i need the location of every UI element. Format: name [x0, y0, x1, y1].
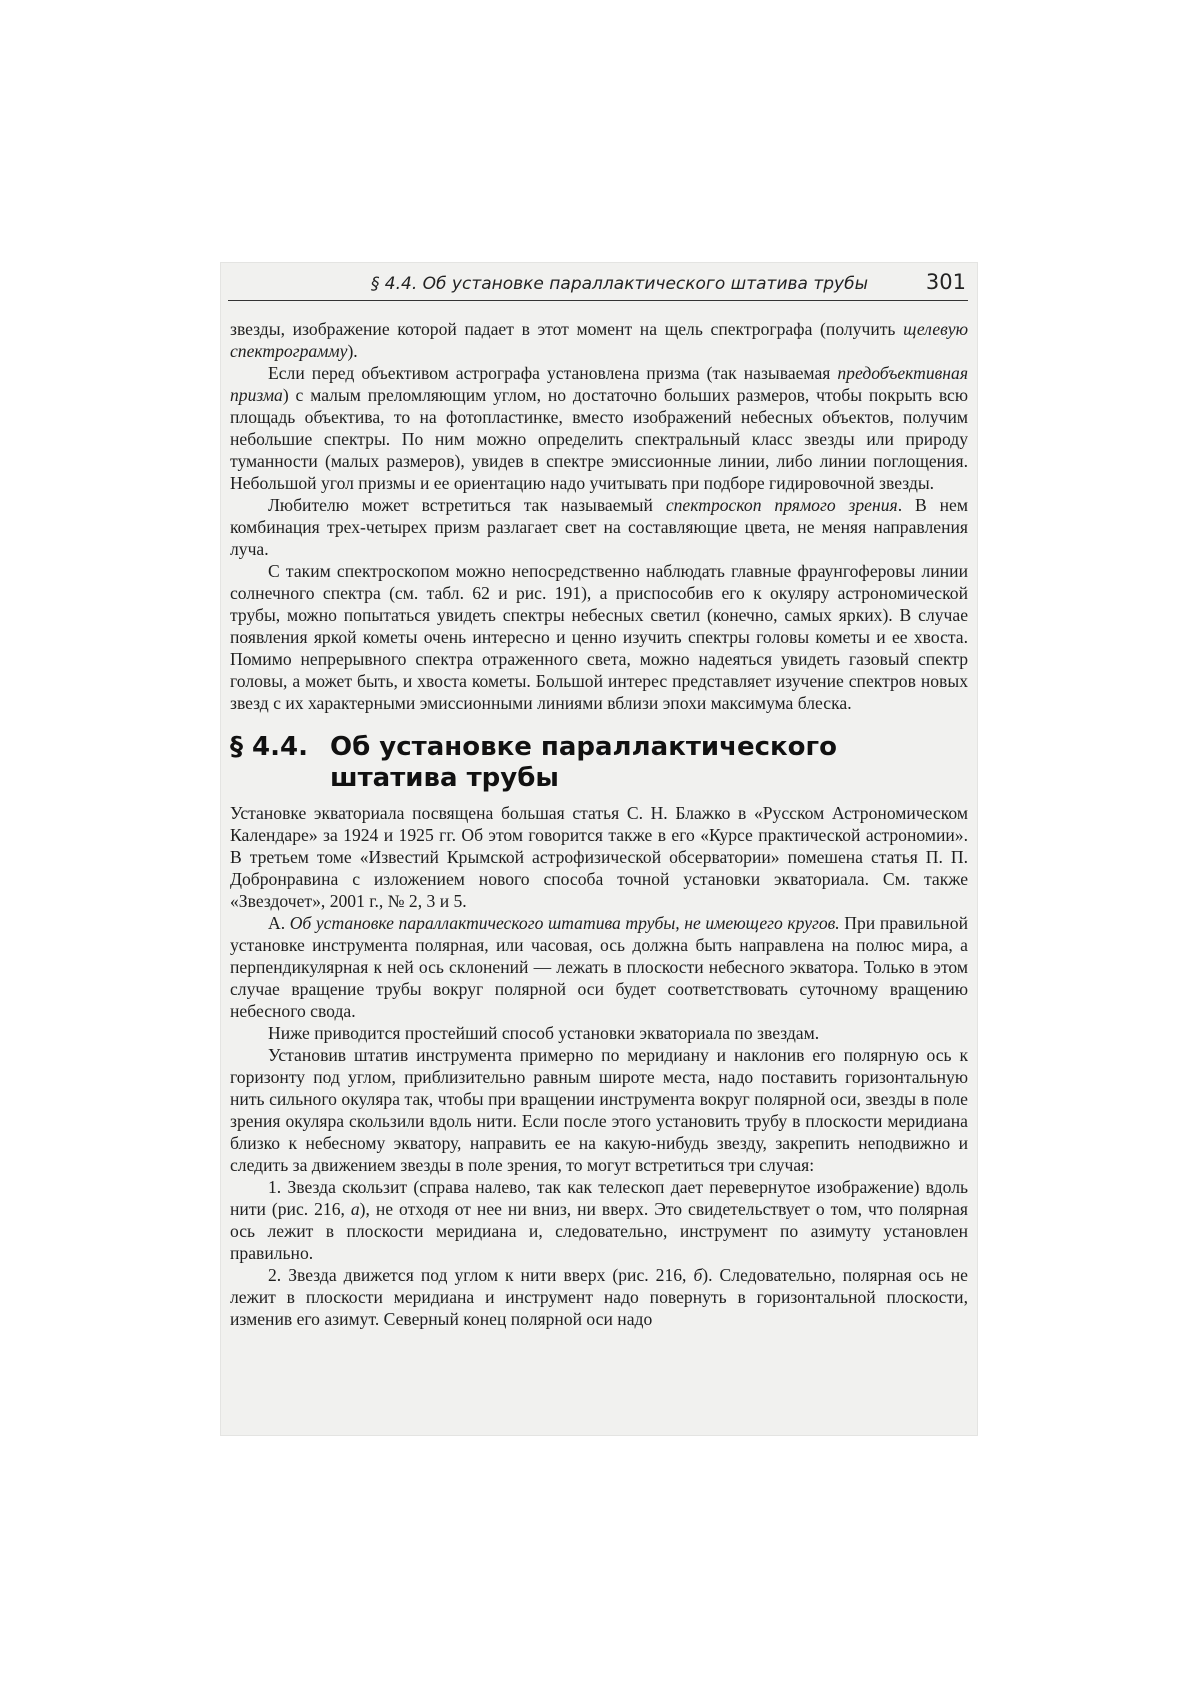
section-heading [230, 732, 968, 794]
paragraph: Любителю может встретиться так называемый спектроскоп прямого зрения. В нем комбинация трех-четырех призм разлагает свет на составляющие цвета, не меняя направления луча. [230, 495, 968, 559]
paragraph: 1. Звезда скользит (справа налево, так как телескоп дает перевернутое изображение) вдоль нити (рис. 216, а), не отходя от нее ни вниз, ни вверх. Это свидетельствует о том, что полярная ось лежит в плоскости меридиана и, следовательно, инструмент по азимуту установлен правильно. [230, 1177, 968, 1263]
paragraph: Если перед объективом астрографа установлена призма (так называемая предобъективная призма) с малым преломляющим углом, но достаточно больших размеров, чтобы покрыть всю площадь объектива, то на фотопластинке, вместо изображений небесных объектов, получим небольшие спектры. По ним можно определить спектральный класс звезды или природу туманности (малых размеров), увидев в спектре эмиссионные линии, либо линии поглощения. Небольшой угол призмы и ее ориентацию надо учитывать при подборе гидировочной звезды. [230, 363, 968, 493]
paragraph: Установив штатив инструмента примерно по меридиану и наклонив его полярную ось к горизонту под углом, приблизительно равным широте места, надо поставить горизонтальную нить сильного окуляра так, чтобы при вращении инструмента вокруг полярной оси, звезды в поле зрения окуляра скользили вдоль нити. Если после этого установить трубу в плоскости меридиана близко к небесному экватору, направить ее на какую-нибудь звезду, закрепить неподвижно и следить за движением звезды в поле зрения, то могут встретиться три случая: [230, 1045, 968, 1175]
running-head [228, 270, 968, 301]
paragraph: 2. Звезда движется под углом к нити вверх (рис. 216, б). Следовательно, полярная ось не лежит в плоскости меридиана и инструмент надо повернуть в горизонтальной плоскости, изменив его азимут. Северный конец полярной оси надо [230, 1265, 968, 1329]
paragraph: Ниже приводится простейший способ установки экваториала по звездам. [268, 1023, 820, 1043]
page-number: 301 [925, 270, 966, 294]
paragraph: А. Об установке параллактического штатива трубы, не имеющего кругов. При правильной установке инструмента полярная, или часовая, ось должна быть направлена на полюс мира, а перпендикулярная к ней ось склонений — лежать в плоскости небесного экватора. Только в этом случае вращение трубы вокруг полярной оси будет соответствовать суточному вращению небесного свода. [230, 913, 968, 1021]
paragraph: звезды, изображение которой падает в этот момент на щель спектрографа (получить щелевую спектрограмму). [230, 319, 968, 361]
section-title: Об установке параллактического штатива трубы [330, 732, 837, 793]
running-head-title: § 4.4. Об установке параллактического штатива трубы [370, 274, 868, 294]
paragraph: Установке экваториала посвящена большая статья С. Н. Блажко в «Русском Астрономическом Календаре» за 1924 и 1925 гг. Об этом говорится также в его «Курсе практической астрономии». В третьем томе «Известий Крымской астрофизической обсерватории» помешена статья П. П. Добронравина с изложением нового способа точной установки экваториала. См. также «Звездочет», 2001 г., № 2, 3 и 5. [230, 803, 968, 911]
section-number: § 4.4. [230, 732, 308, 762]
paragraph: С таким спектроскопом можно непосредственно наблюдать главные фраунгоферовы линии солнечного спектра (см. табл. 62 и рис. 191), а приспособив его к окуляру астрономической трубы, можно попытаться увидеть спектры небесных светил (конечно, самых ярких). В случае появления яркой кометы очень интересно и ценно изучить спектры головы кометы и ее хвоста. Помимо непрерывного спектра отраженного света, можно надеяться увидеть газовый спектр головы, а может быть, и хвоста кометы. Большой интерес представляет изучение спектров новых звезд с их характерными эмиссионными линиями вблизи эпохи максимума блеска. [230, 561, 968, 713]
page-body [230, 318, 968, 1330]
book-page [220, 262, 978, 1436]
